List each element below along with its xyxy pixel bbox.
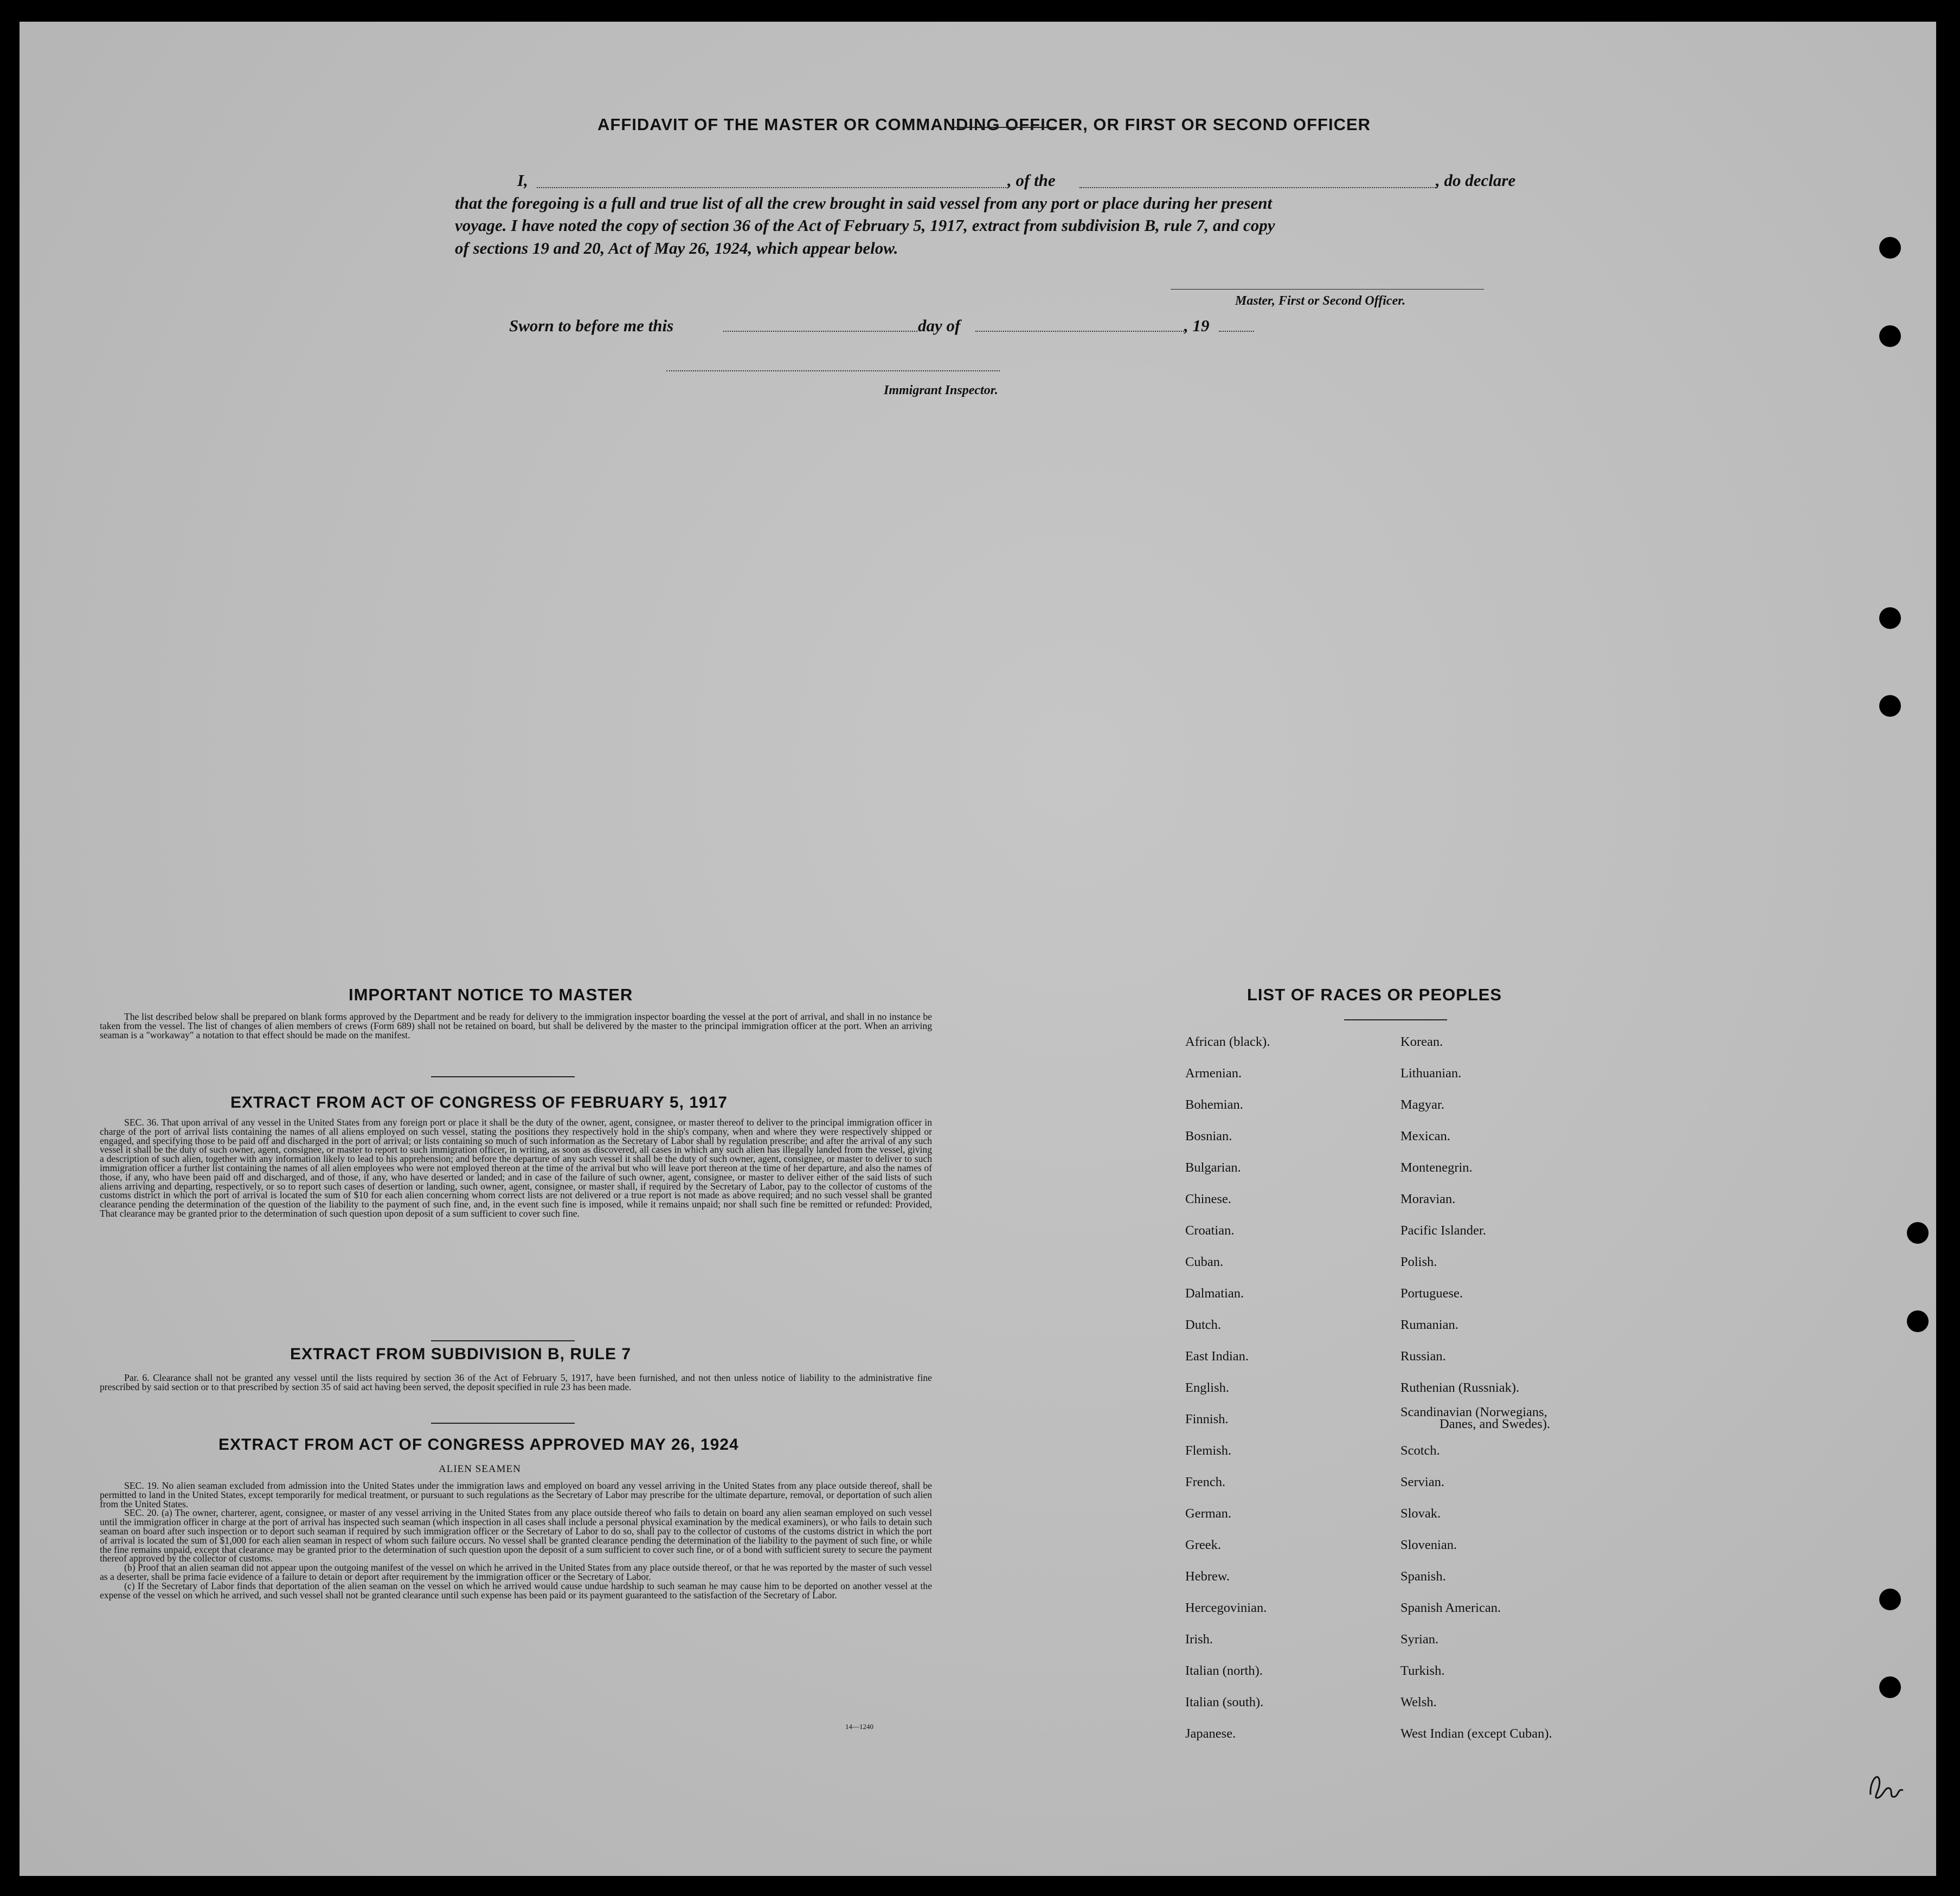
race-item: Irish.	[1185, 1632, 1213, 1647]
punch-hole	[1879, 607, 1901, 629]
notice-text: The list described below shall be prepared on blank forms approved by the Department and be ready for delivery to the immigration inspector boarding the vessel at the port of arrival, and shall in no instance be taken from the vessel. The list of changes of alien members of crews (Form 689) shall not be retained on board, but shall be delivered by the master to the principal immigration officer at the port. When an arriving seaman is a "workaway" a notation to that effect should be made on the manifest.	[100, 1011, 932, 1040]
alien-seamen-subtitle: ALIEN SEAMEN	[439, 1463, 521, 1475]
race-item: West Indian (except Cuban).	[1400, 1726, 1552, 1741]
divider	[431, 1423, 575, 1424]
declaration-of-the: , of the	[1007, 171, 1056, 190]
race-item: Syrian.	[1400, 1632, 1439, 1647]
name-blank[interactable]	[537, 187, 1008, 188]
race-item: Italian (south).	[1185, 1695, 1264, 1709]
punch-hole	[1879, 237, 1901, 259]
title-underline	[954, 127, 1057, 128]
race-item: Ruthenian (Russniak).	[1400, 1380, 1520, 1395]
race-item: Cuban.	[1185, 1255, 1224, 1269]
race-item: Korean.	[1400, 1034, 1443, 1049]
race-item: Bulgarian.	[1185, 1160, 1241, 1175]
affidavit-title: AFFIDAVIT OF THE MASTER OR COMMANDING OFFICER, OR FIRST OR SECOND OFFICER	[597, 115, 1371, 134]
race-item: German.	[1185, 1506, 1232, 1521]
punch-hole	[1879, 325, 1901, 347]
race-item: Montenegrin.	[1400, 1160, 1473, 1175]
race-item: Spanish American.	[1400, 1601, 1501, 1615]
race-item: Italian (north).	[1185, 1663, 1263, 1678]
race-item: African (black).	[1185, 1034, 1270, 1049]
race-item: Mexican.	[1400, 1129, 1450, 1143]
divider	[431, 1340, 575, 1341]
sec-19: SEC. 19. No alien seaman excluded from admission into the United States under the immigration laws and employed on board any vessel arriving in the United States from any place outside thereof, shall be permitted to land in the United States, except temporarily for medical treatment, or pursuant to such regulations as the Secretary of Labor may prescribe for the ultimate departure, removal, or deportation of such alien from the United States.	[100, 1480, 932, 1509]
races-title: LIST OF RACES OR PEOPLES	[1247, 985, 1502, 1004]
declaration-do-declare: , do declare	[1436, 171, 1516, 190]
race-item: Hercegovinian.	[1185, 1601, 1267, 1615]
race-item	[1400, 1406, 1550, 1430]
extract-1924-text	[100, 1481, 932, 1599]
sworn-year-blank[interactable]	[1219, 331, 1254, 332]
master-caption: Master, First or Second Officer.	[1235, 294, 1406, 308]
handwritten-initials	[1865, 1766, 1908, 1804]
declaration-line-4: of sections 19 and 20, Act of May 26, 1924, which appear below.	[455, 239, 898, 258]
race-item: Rumanian.	[1400, 1317, 1458, 1332]
declaration-line-2: that the foregoing is a full and true list of all the crew brought in said vessel from any port or place during her present	[455, 194, 1273, 213]
master-signature-line[interactable]	[1171, 289, 1484, 290]
divider	[431, 1076, 575, 1077]
extract-1924-title: EXTRACT FROM ACT OF CONGRESS APPROVED MAY 26, 1924	[219, 1436, 739, 1454]
race-item-line: Scandinavian (Norwegians,	[1400, 1405, 1547, 1419]
race-item: Moravian.	[1400, 1192, 1456, 1206]
race-item: Servian.	[1400, 1475, 1444, 1489]
inspector-signature-line[interactable]	[666, 370, 1000, 371]
race-item: Slovenian.	[1400, 1538, 1457, 1552]
race-item: Spanish.	[1400, 1569, 1446, 1584]
punch-hole	[1907, 1222, 1929, 1244]
sworn-day-of: day of	[918, 316, 961, 335]
race-item: Scotch.	[1400, 1443, 1440, 1458]
race-item: Bohemian.	[1185, 1097, 1243, 1112]
race-item: Polish.	[1400, 1255, 1437, 1269]
race-item: Turkish.	[1400, 1663, 1445, 1678]
declaration-i: I,	[517, 171, 528, 190]
sworn-prefix: Sworn to before me this	[509, 316, 674, 335]
race-item: Bosnian.	[1185, 1129, 1232, 1143]
sec-20b: (b) Proof that an alien seaman did not appear upon the outgoing manifest of the vessel on which he arrived in the United States from any place outside thereof, or that he was reported by the master of such vessel as a deserter, shall be prima facie evidence of a failure to detain or deport after requirement by the immigration officer or the Secretary of Labor.	[100, 1562, 932, 1582]
race-item: Magyar.	[1400, 1097, 1444, 1112]
form-number: 14—1240	[845, 1723, 873, 1731]
race-item: Finnish.	[1185, 1412, 1229, 1426]
punch-hole	[1879, 1589, 1901, 1610]
race-item: Japanese.	[1185, 1726, 1236, 1741]
sec-20a: SEC. 20. (a) The owner, charterer, agent, consignee, or master of any vessel arriving in the United States from any place outside thereof who fails to detain on board any alien seaman employed on such vessel until the immigration officer in charge at the port of arrival has inspected such seaman (which inspection in all cases shall include a personal physical examination by the medical examiners), or who fails to detain such seaman on board after such inspection or to deport such seaman if required by such immigration officer or the Secretary of Labor to do so, shall pay to the collector of customs of the customs district in which the port of arrival is located the sum of $1,000 for each alien seaman in respect of whom such failure occurs. No vessel shall be granted clearance pending the determination of the liability to the payment of such fine, or while the fine remains unpaid, except that clearance may be granted prior to the determination of such question upon the deposit of a sum sufficient to cover such fine, or of a bond with sufficient surety to secure the payment thereof approved by the collector of customs.	[100, 1507, 932, 1564]
race-item: Dalmatian.	[1185, 1286, 1244, 1301]
race-item: Croatian.	[1185, 1223, 1235, 1238]
punch-hole	[1879, 695, 1901, 717]
race-item: Chinese.	[1185, 1192, 1232, 1206]
document-page	[20, 22, 1936, 1876]
race-item: Pacific Islander.	[1400, 1223, 1486, 1238]
declaration-line-3: voyage. I have noted the copy of section 36 of the Act of February 5, 1917, extract from subdivision B, rule 7, and copy	[455, 216, 1275, 235]
race-item: East Indian.	[1185, 1349, 1249, 1364]
vessel-blank[interactable]	[1079, 187, 1437, 188]
race-item: Dutch.	[1185, 1317, 1221, 1332]
notice-title: IMPORTANT NOTICE TO MASTER	[349, 985, 633, 1004]
race-item: Greek.	[1185, 1538, 1221, 1552]
race-item: Welsh.	[1400, 1695, 1437, 1709]
extract-rule7-text: Par. 6. Clearance shall not be granted any vessel until the lists required by section 36 of the Act of February 5, 1917, have been furnished, and not then unless notice of liability to the administrative fine prescribed by said section or to that prescribed by section 35 of said act having been served, the deposit specified in rule 23 has been made.	[100, 1372, 932, 1392]
extract-rule7-title: EXTRACT FROM SUBDIVISION B, RULE 7	[290, 1345, 632, 1363]
sec-20c: (c) If the Secretary of Labor finds that deportation of the alien seaman on the vessel on which he arrived would cause undue hardship to such seaman he may cause him to be deported on another vessel at the expense of the vessel on which he arrived, and such vessel shall not be granted clearance until such expense has been paid or its payment guaranteed to the satisfaction of the Secretary of Labor.	[100, 1580, 932, 1601]
race-item: English.	[1185, 1380, 1229, 1395]
race-item: Hebrew.	[1185, 1569, 1230, 1584]
inspector-caption: Immigrant Inspector.	[884, 383, 998, 397]
race-item: Slovak.	[1400, 1506, 1441, 1521]
race-item: Lithuanian.	[1400, 1066, 1462, 1081]
race-item: Flemish.	[1185, 1443, 1232, 1458]
extract-1917-text: SEC. 36. That upon arrival of any vessel in the United States from any foreign port or place it shall be the duty of the owner, agent, consignee, or master thereof to deliver to the principal immigration officer in charge of the port of arrival lists containing the names of all aliens employed on such vessel, stating the positions they respectively hold in the ship's company, when and where they were respectively shipped or engaged, and specifying those to be paid off and discharged in the port of arrival; or lists containing so much of such information as the Secretary of Labor shall by regulation prescribe; and after the arrival of any such vessel it shall be the duty of such owner, agent, consignee, or master to report to such immigration officer, in writing, as soon as discovered, all cases in which any such alien has illegally landed from the vessel, giving a description of such alien, together with any information likely to lead to his apprehension; and before the departure of any such vessel it shall be the duty of such owner, agent, consignee, or master to deliver to such immigration officer a further list containing the names of all alien employees who were not employed thereon at the time of the arrival but who will leave port thereon at the time of her departure, and also the names of those, if any, who have been paid off and discharged, and of those, if any, who have deserted or landed; and in case of the failure of such owner, agent, consignee, or master to deliver either of the said lists of such aliens arriving and departing, respectively, or so to report such cases of desertion or landing, such owner, agent, consignee, or master shall, if required by the Secretary of Labor, pay to the collector of customs of the customs district in which the port of arrival is located the sum of $10 for each alien concerning whom correct lists are not delivered or a true report is not made as above required; and no such vessel shall be granted clearance pending the determination of the question of the liability to the payment of such fine, and, in the event such fine is imposed, while it remains unpaid; nor shall such fine be remitted or refunded: Provided, That clearance may be granted prior to the determination of such question upon deposit of a sum sufficient to cover such fine.	[100, 1117, 932, 1219]
sworn-year: , 19	[1184, 316, 1210, 335]
sworn-day-blank[interactable]	[723, 331, 917, 332]
race-item: Russian.	[1400, 1349, 1446, 1364]
race-item: Armenian.	[1185, 1066, 1242, 1081]
races-title-underline	[1344, 1019, 1447, 1020]
race-item-line: Danes, and Swedes).	[1440, 1417, 1551, 1431]
punch-hole	[1907, 1310, 1929, 1332]
race-item: French.	[1185, 1475, 1226, 1489]
race-item: Portuguese.	[1400, 1286, 1463, 1301]
punch-hole	[1879, 1676, 1901, 1698]
sworn-month-blank[interactable]	[975, 331, 1184, 332]
extract-1917-title: EXTRACT FROM ACT OF CONGRESS OF FEBRUARY 5, 1917	[230, 1094, 728, 1111]
